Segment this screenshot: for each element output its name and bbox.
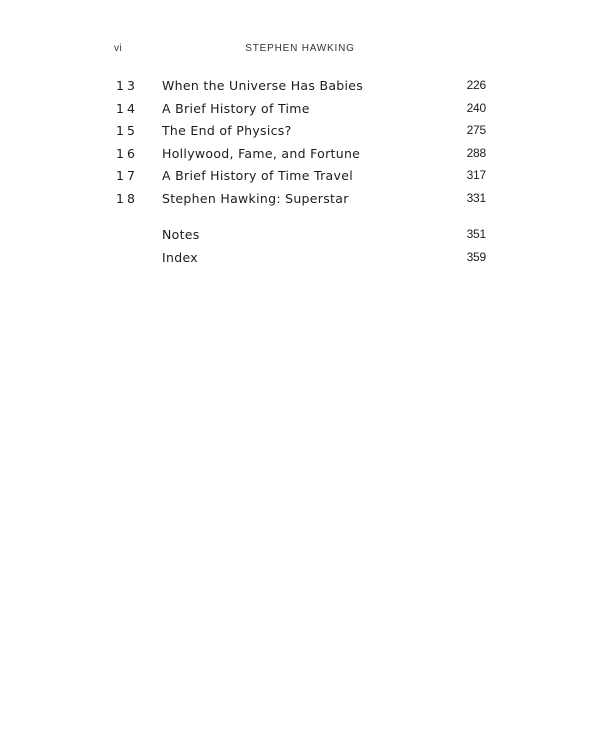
table-of-contents	[116, 78, 486, 214]
toc-entry-14	[116, 101, 486, 124]
toc-entry-17	[116, 168, 486, 191]
toc-entry-13	[116, 78, 486, 101]
toc-entry-15	[116, 123, 486, 146]
chapter-number: 18	[116, 190, 138, 206]
chapter-title: Hollywood, Fame, and Fortune	[162, 145, 361, 161]
chapter-page: 226	[466, 78, 486, 92]
toc-entry-index	[116, 250, 486, 273]
chapter-title: A Brief History of Time Travel	[162, 168, 353, 184]
chapter-title: A Brief History of Time	[162, 100, 310, 116]
backmatter-title: Notes	[162, 227, 200, 242]
chapter-number: 15	[116, 123, 138, 139]
chapter-page: 275	[466, 123, 486, 138]
chapter-number: 17	[116, 168, 138, 184]
chapter-title: The End of Physics?	[162, 123, 292, 139]
page-number: vi	[114, 43, 123, 54]
chapter-page: 288	[466, 145, 486, 160]
chapter-title: When the Universe Has Babies	[162, 78, 364, 93]
toc-entry-18	[116, 191, 486, 214]
chapter-page: 317	[466, 168, 486, 183]
running-head: STEPHEN HAWKING	[245, 43, 355, 54]
chapter-number: 16	[116, 145, 138, 161]
backmatter-list	[116, 227, 486, 272]
chapter-number: 13	[116, 78, 138, 93]
chapter-page: 240	[466, 100, 486, 115]
backmatter-page: 351	[466, 227, 486, 241]
chapter-title: Stephen Hawking: Superstar	[162, 190, 349, 206]
chapter-number: 14	[116, 100, 138, 116]
chapter-page: 331	[466, 190, 486, 205]
backmatter-title: Index	[162, 249, 198, 265]
toc-entry-16	[116, 146, 486, 169]
backmatter-page: 359	[466, 249, 486, 264]
toc-entry-notes	[116, 227, 486, 250]
